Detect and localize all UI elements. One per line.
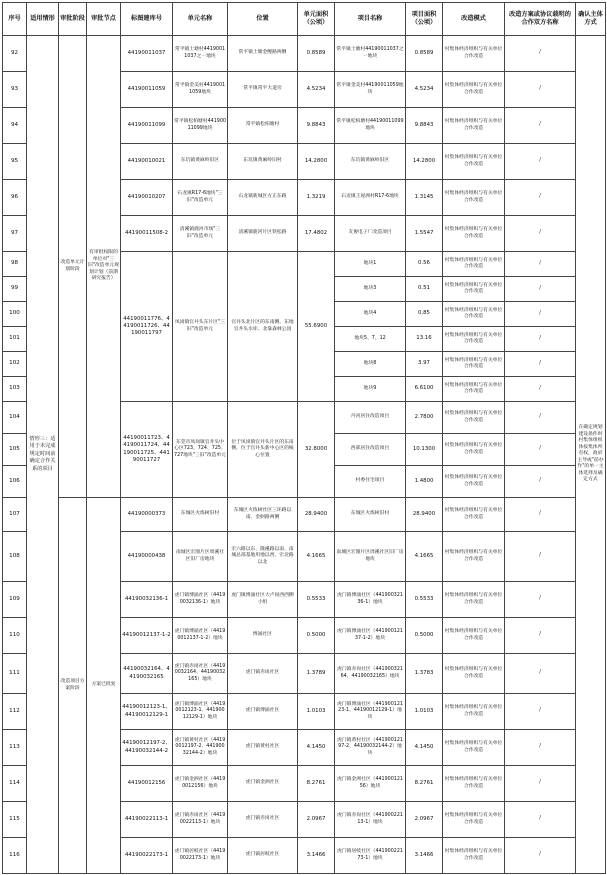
partner-cell: /	[505, 36, 576, 72]
location-cell: 宏六路以东、隆溪路以南、南城总部基地用地以西、宏北路以北	[228, 532, 298, 582]
project-cell: 东坑镇黄麻岭旧区	[335, 144, 406, 180]
location-cell: 东城区火炼树社区三环路以南、金舸路两侧	[228, 498, 298, 532]
seq-cell: 93	[3, 72, 27, 108]
unit-area-cell: 4.5234	[298, 72, 335, 108]
project-cell: 虎门镇赤岗社区（44190022113-1）地块	[335, 802, 406, 838]
seq-cell: 111	[3, 654, 27, 694]
col-header-seq: 序号	[3, 3, 27, 36]
seq-cell: 98	[3, 252, 27, 277]
unit-cell: 虎门镇博涌社区（44190032136-1）地块	[173, 582, 228, 618]
seq-cell: 108	[3, 532, 27, 582]
project-area-cell: 0.56	[406, 252, 443, 277]
partner-cell: /	[505, 532, 576, 582]
partner-cell: /	[505, 144, 576, 180]
mode-cell: 村集体经济组织与有关单位合作改造	[443, 466, 505, 498]
unit-cell: 石龙镇R17-6地块"三旧"改造单元	[173, 180, 228, 216]
col-header-partners: 改造方案或协议载明的合作双方名称	[505, 3, 576, 36]
project-cell: 丹河居住改造项目	[335, 402, 406, 434]
seq-cell: 112	[3, 694, 27, 730]
unit-area-cell: 4.1450	[298, 730, 335, 766]
stage-cell: 改造项目方案阶段	[59, 498, 87, 874]
unit-cell: 常平镇松柏塘村44190011099地块	[173, 108, 228, 144]
partner-cell: /	[505, 582, 576, 618]
mode-cell: 村集体经济组织与有关单位合作改造	[443, 532, 505, 582]
location-cell: 虎门镇赤岗社区	[228, 654, 298, 694]
mode-cell: 村集体经济组织与有关单位合作改造	[443, 838, 505, 874]
unit-cell: 虎门镇博涌社区（44190012137-1-2）地块	[173, 618, 228, 654]
project-area-cell: 3.1466	[406, 838, 443, 874]
code-cell: 44190011723、44190011724、44190011725、44190011727	[121, 402, 173, 498]
unit-cell: 东城区火炼树旧村	[173, 498, 228, 532]
mode-cell: 村集体经济组织与有关单位合作改造	[443, 694, 505, 730]
unit-area-cell: 32.8000	[298, 402, 335, 498]
location-cell: 常平镇土塘金鲤路两侧	[228, 36, 298, 72]
seq-cell: 104	[3, 402, 27, 434]
node-cell: 有审批权限的单位对"三旧"改造单元规划计划（前期研究报告）	[87, 36, 121, 498]
col-header-unit: 单元名称	[173, 3, 228, 36]
col-header-mode: 改造模式	[443, 3, 505, 36]
code-cell: 44190012123-1、44190012129-1	[121, 694, 173, 730]
project-cell: 虎门镇赤岗社区（44190032164、44190032165）地块	[335, 654, 406, 694]
mode-cell: 村集体经济组织与有关单位合作改造	[443, 277, 505, 302]
seq-cell: 100	[3, 302, 27, 327]
project-area-cell: 28.9400	[406, 498, 443, 532]
partner-cell: /	[505, 252, 576, 277]
project-cell: 石龙镇王屋洲村R17-6地块	[335, 180, 406, 216]
mode-cell: 村集体经济组织与有关单位合作改造	[443, 377, 505, 402]
project-cell: 友俊电子厂改造项目	[335, 216, 406, 252]
partner-cell: /	[505, 302, 576, 327]
project-cell: 常平镇金美村44190011059地块	[335, 72, 406, 108]
unit-area-cell: 17.4802	[298, 216, 335, 252]
code-cell: 44190011776、44190011726、44190011797	[121, 252, 173, 402]
location-cell: 官井头北片区的东南侧、东地官井头水库、北靠森林公园	[228, 252, 298, 402]
mode-cell: 村集体经济组织与有关单位合作改造	[443, 434, 505, 466]
location-cell: 东坑镇黄麻岭旧村	[228, 144, 298, 180]
project-area-cell: 4.1450	[406, 730, 443, 766]
unit-area-cell: 1.3789	[298, 654, 335, 694]
unit-cell: 凤岗镇官井头东片区"三旧"改造单元	[173, 252, 228, 402]
project-area-cell: 13.16	[406, 327, 443, 352]
mode-cell: 村集体经济组织与有关单位合作改造	[443, 654, 505, 694]
location-cell: 博涌社区	[228, 618, 298, 654]
code-cell: 44190022113-1	[121, 802, 173, 838]
code-cell: 44190022173-1	[121, 838, 173, 874]
project-cell: 地块8	[335, 352, 406, 377]
code-cell: 44190012197-2、44190032144-2	[121, 730, 173, 766]
location-cell: 清溪镇鹿河片区铁松路	[228, 216, 298, 252]
code-cell: 44190011099	[121, 108, 173, 144]
col-header-node: 审批节点	[87, 3, 121, 36]
seq-cell: 94	[3, 108, 27, 144]
unit-cell: 虎门镇黄村社区（44190012197-2、44190032144-2）地块	[173, 730, 228, 766]
table-row	[3, 498, 606, 532]
location-cell: 虎门镇博涌社区	[228, 694, 298, 730]
unit-area-cell: 14.2800	[298, 144, 335, 180]
mode-cell: 村集体经济组织与有关单位合作改造	[443, 180, 505, 216]
mode-cell: 村集体经济组织与有关单位合作改造	[443, 327, 505, 352]
location-cell: 虎门镇黄村社区	[228, 730, 298, 766]
seq-cell: 110	[3, 618, 27, 654]
partner-cell: /	[505, 72, 576, 108]
project-cell: 虎门镇博涌社区（44190032136-1）地块	[335, 582, 406, 618]
location-cell: 常平镇常平大道旁	[228, 72, 298, 108]
project-cell: 虎门镇金洲社区（44190012156）地块	[335, 766, 406, 802]
code-cell: 44190011037	[121, 36, 173, 72]
project-cell: 常平镇土塘村44190011037之一地块	[335, 36, 406, 72]
mode-cell: 村集体经济组织与有关单位合作改造	[443, 618, 505, 654]
project-area-cell: 8.2761	[406, 766, 443, 802]
mode-cell: 村集体经济组织与有关单位合作改造	[443, 252, 505, 277]
partner-cell: /	[505, 654, 576, 694]
mode-cell: 村集体经济组织与有关单位合作改造	[443, 352, 505, 377]
partner-cell: /	[505, 216, 576, 252]
unit-cell: 虎门镇赤岗社区（44190032164、44190032165）地块	[173, 654, 228, 694]
mode-cell: 村集体经济组织与有关单位合作改造	[443, 302, 505, 327]
project-area-cell: 0.51	[406, 277, 443, 302]
partner-cell: /	[505, 730, 576, 766]
project-area-cell: 0.5533	[406, 582, 443, 618]
project-cell: 村委住宅项目	[335, 466, 406, 498]
project-area-cell: 1.4800	[406, 466, 443, 498]
project-cell: 地块9	[335, 377, 406, 402]
project-area-cell: 6.6100	[406, 377, 443, 402]
mode-cell: 村集体经济组织与有关单位合作改造	[443, 36, 505, 72]
mode-cell: 村集体经济组织与有关单位合作改造	[443, 72, 505, 108]
project-cell: 虎门镇博涌社区（44190012137-1-2）地块	[335, 618, 406, 654]
col-header-unit-area: 单元面积（公顷）	[298, 3, 335, 36]
location-cell: 虎门镇居岐社区	[228, 838, 298, 874]
renovation-project-table	[2, 2, 606, 874]
seq-cell: 106	[3, 466, 27, 498]
partner-cell: /	[505, 838, 576, 874]
unit-cell: 虎门镇博涌社区（44190012123-1、44190012129-1）地块	[173, 694, 228, 730]
mode-cell: 村集体经济组织与有关单位合作改造	[443, 402, 505, 434]
confirm-method-cell: 在确定规划建设条件时村集体组织体按集体所有权，政府主导或"前办作"的单一主体选择及确定方式	[576, 36, 606, 874]
unit-area-cell: 0.5533	[298, 582, 335, 618]
project-cell: 地块1	[335, 252, 406, 277]
seq-cell: 97	[3, 216, 27, 252]
project-area-cell: 0.8589	[406, 36, 443, 72]
project-area-cell: 4.1665	[406, 532, 443, 582]
table-row	[3, 36, 606, 72]
seq-cell: 103	[3, 377, 27, 402]
seq-cell: 115	[3, 802, 27, 838]
project-cell: 常平镇松柏塘村44190011099地块	[335, 108, 406, 144]
seq-cell: 92	[3, 36, 27, 72]
mode-cell: 村集体经济组织与有关单位合作改造	[443, 498, 505, 532]
code-cell: 44190000373	[121, 498, 173, 532]
unit-area-cell: 55.6900	[298, 252, 335, 402]
project-area-cell: 9.8843	[406, 108, 443, 144]
partner-cell: /	[505, 466, 576, 498]
col-header-confirm: 确认主体方式	[576, 3, 606, 36]
project-area-cell: 10.1300	[406, 434, 443, 466]
partner-cell: /	[505, 618, 576, 654]
location-cell: 常平镇松柏塘村	[228, 108, 298, 144]
unit-cell: 东莞市凤岗镇官井头中心区723、724、725、727地块"三旧"改造单元	[173, 402, 228, 498]
header-row	[3, 3, 606, 36]
project-cell: 虎门镇黄村社区（44190012197-2、44190032144-2）地块	[335, 730, 406, 766]
unit-cell: 常平镇金美村44190011059地块	[173, 72, 228, 108]
partner-cell: /	[505, 402, 576, 434]
mode-cell: 村集体经济组织与有关单位合作改造	[443, 802, 505, 838]
scenario-cell: 情形三：适用于未完成规定时间前确定合作关系的项目	[27, 36, 59, 874]
mode-cell: 村集体经济组织与有关单位合作改造	[443, 144, 505, 180]
seq-cell: 96	[3, 180, 27, 216]
partner-cell: /	[505, 352, 576, 377]
location-cell: 位于凤岗镇官井头片区的东南侧，位于官井头新中心区的核心位置	[228, 402, 298, 498]
seq-cell: 107	[3, 498, 27, 532]
mode-cell: 村集体经济组织与有关单位合作改造	[443, 730, 505, 766]
location-cell: 虎门镇赤岗社区	[228, 802, 298, 838]
unit-area-cell: 2.0967	[298, 802, 335, 838]
partner-cell: /	[505, 802, 576, 838]
partner-cell: /	[505, 327, 576, 352]
unit-area-cell: 8.2761	[298, 766, 335, 802]
code-cell: 44190012156	[121, 766, 173, 802]
mode-cell: 村集体经济组织与有关单位合作改造	[443, 766, 505, 802]
project-cell: 虎门镇居岐社区（44190022173-1）地块	[335, 838, 406, 874]
mode-cell: 村集体经济组织与有关单位合作改造	[443, 582, 505, 618]
partner-cell: /	[505, 766, 576, 802]
col-header-project: 项目名称	[335, 3, 406, 36]
code-cell: 44190032164、44190032165	[121, 654, 173, 694]
seq-cell: 105	[3, 434, 27, 466]
partner-cell: /	[505, 694, 576, 730]
seq-cell: 109	[3, 582, 27, 618]
code-cell: 44190000438	[121, 532, 173, 582]
mode-cell: 村集体经济组织与有关单位合作改造	[443, 108, 505, 144]
col-header-scenario: 适用情形	[27, 3, 59, 36]
unit-area-cell: 1.3219	[298, 180, 335, 216]
project-cell: 地块3	[335, 277, 406, 302]
project-area-cell: 4.5234	[406, 72, 443, 108]
partner-cell: /	[505, 180, 576, 216]
document-page	[2, 2, 605, 873]
seq-cell: 101	[3, 327, 27, 352]
project-area-cell: 2.0967	[406, 802, 443, 838]
project-area-cell: 1.3145	[406, 180, 443, 216]
col-header-stage: 审批阶段	[59, 3, 87, 36]
col-header-project-area: 项目面积（公顷）	[406, 3, 443, 36]
location-cell: 石龙镇新城区方正东路	[228, 180, 298, 216]
unit-cell: 常平镇土塘村44190011037之一地块	[173, 36, 228, 72]
unit-cell: 清溪镇鹿河市场"三旧"改造单元	[173, 216, 228, 252]
project-cell: 南城区宏图片区周溪社区旧厂房地块	[335, 532, 406, 582]
unit-cell: 虎门镇居岐社区（44190022173-1）地块	[173, 838, 228, 874]
code-cell: 44190011059	[121, 72, 173, 108]
project-cell: 东城区火炼树旧村	[335, 498, 406, 532]
location-cell: 虎门镇金洲社区	[228, 766, 298, 802]
unit-area-cell: 0.8589	[298, 36, 335, 72]
project-area-cell: 1.3783	[406, 654, 443, 694]
unit-area-cell: 28.9400	[298, 498, 335, 532]
unit-cell: 虎门镇赤岗社区（44190022113-1）地块	[173, 802, 228, 838]
project-area-cell: 1.5547	[406, 216, 443, 252]
stage-cell: 改造单元计划阶段	[59, 36, 87, 498]
project-cell: 地块4	[335, 302, 406, 327]
seq-cell: 95	[3, 144, 27, 180]
code-cell: 44190011508-2	[121, 216, 173, 252]
code-cell: 44190032136-1	[121, 582, 173, 618]
project-cell: 西部居住改造项目	[335, 434, 406, 466]
project-cell: 地块5、7、12	[335, 327, 406, 352]
partner-cell: /	[505, 377, 576, 402]
project-area-cell: 0.85	[406, 302, 443, 327]
seq-cell: 114	[3, 766, 27, 802]
node-cell: 方案已批复	[87, 498, 121, 874]
project-area-cell: 0.5000	[406, 618, 443, 654]
seq-cell: 102	[3, 352, 27, 377]
partner-cell: /	[505, 498, 576, 532]
seq-cell: 99	[3, 277, 27, 302]
unit-cell: 虎门镇金洲社区（44190012156）地块	[173, 766, 228, 802]
unit-area-cell: 0.5000	[298, 618, 335, 654]
unit-area-cell: 4.1665	[298, 532, 335, 582]
mode-cell: 村集体经济组织与有关单位合作改造	[443, 216, 505, 252]
code-cell: 44190012137-1-2	[121, 618, 173, 654]
project-area-cell: 3.97	[406, 352, 443, 377]
col-header-code: 标图建库号	[121, 3, 173, 36]
unit-area-cell: 1.0103	[298, 694, 335, 730]
partner-cell: /	[505, 277, 576, 302]
project-cell: 虎门镇博涌社区（44190012123-1、44190012129-1）地块	[335, 694, 406, 730]
code-cell: 44190010207	[121, 180, 173, 216]
seq-cell: 116	[3, 838, 27, 874]
unit-area-cell: 9.8843	[298, 108, 335, 144]
partner-cell: /	[505, 108, 576, 144]
project-area-cell: 2.7800	[406, 402, 443, 434]
partner-cell: /	[505, 434, 576, 466]
location-cell: 虎门镇博涌社区大卢岗西西侧小组	[228, 582, 298, 618]
seq-cell: 113	[3, 730, 27, 766]
project-area-cell: 14.2800	[406, 144, 443, 180]
unit-area-cell: 3.1466	[298, 838, 335, 874]
unit-cell: 东坑镇黄麻岭旧区	[173, 144, 228, 180]
unit-cell: 南城区宏图片区周溪社区旧厂房地块	[173, 532, 228, 582]
code-cell: 44190010021	[121, 144, 173, 180]
project-area-cell: 1.0103	[406, 694, 443, 730]
col-header-location: 位置	[228, 3, 298, 36]
